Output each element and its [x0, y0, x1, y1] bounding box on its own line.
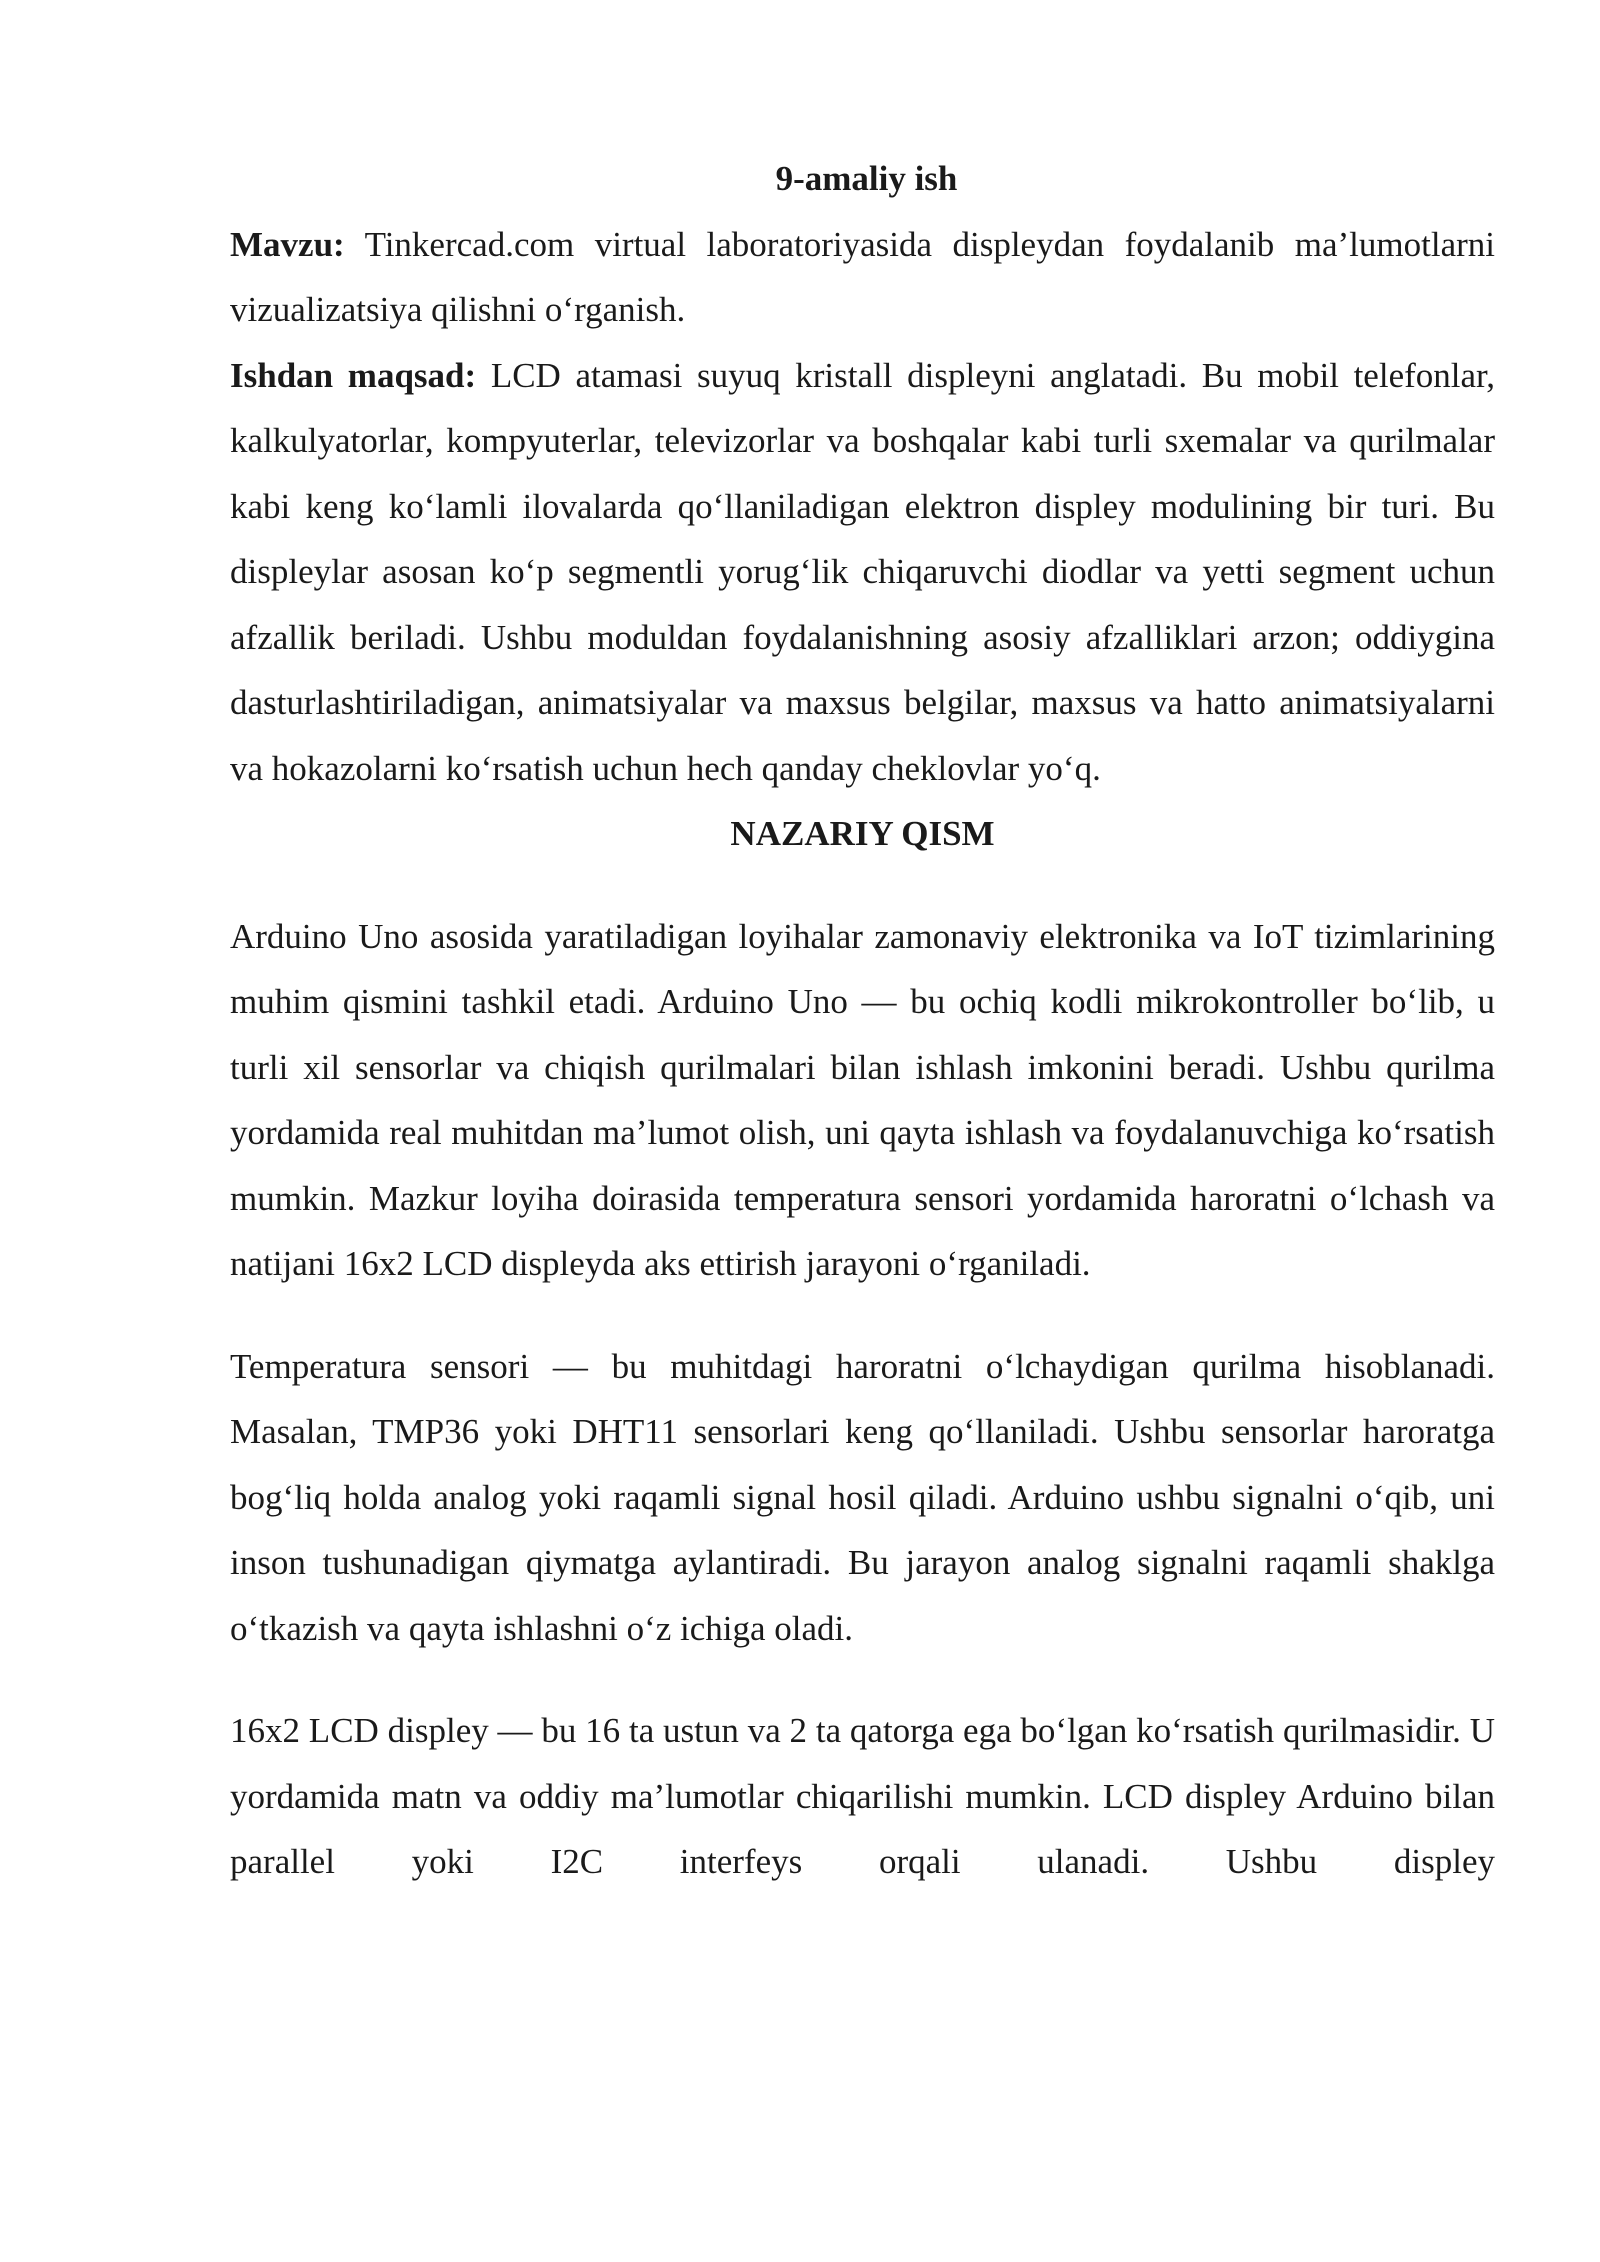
topic-paragraph — [230, 212, 1495, 343]
body-paragraph-lcd-display: 16x2 LCD displey — bu 16 ta ustun va 2 ta qatorga ega bo‘lgan ko‘rsatish qurilmasidir. U yordamida matn va oddiy ma’lumotlar chiqarilishi mumkin. LCD displey Arduino bilan parallel yoki I2C interfeys orqali ulanadi. Ushbu displey — [230, 1711, 1495, 1881]
section-heading: NAZARIY QISM — [730, 814, 995, 853]
goal-label: Ishdan maqsad: — [230, 355, 477, 395]
goal-paragraph — [230, 343, 1495, 802]
document-page — [230, 146, 1495, 1895]
body-paragraph-arduino: Arduino Uno asosida yaratiladigan loyihalar zamonaviy elektronika va IoT tizimlarining muhim qismini tashkil etadi. Arduino Uno — bu ochiq kodli mikrokontroller bo‘lib, u turli xil sensorlar va chiqish qurilmalari bilan ishlash imkonini beradi. Ushbu qurilma yordamida real muhitdan ma’lumot olish, uni qayta ishlash va foydalanuvchiga ko‘rsatish mumkin. Mazkur loyiha doirasida temperatura sensori yordamida haroratni o‘lchash va natijani 16x2 LCD displeyda aks ettirish jarayoni o‘rganiladi. — [230, 916, 1495, 1283]
document-title: 9-amaliy ish — [775, 159, 958, 198]
topic-text: Tinkercad.com virtual laboratoriyasida displeydan foydalanib ma’lumotlarni vizualizatsiya qilishni o‘rganish. — [230, 224, 1495, 329]
goal-text: LCD atamasi suyuq kristall displeyni anglatadi. Bu mobil telefonlar, kalkulyatorlar, kompyuterlar, televizorlar va boshqalar kabi turli sxemalar va qurilmalar kabi keng ko‘lamli ilovalarda qo‘llaniladigan elektron displey modulining bir turi. Bu displeylar asosan ko‘p segmentli yorug‘lik chiqaruvchi diodlar va yetti segment uchun afzallik beriladi. Ushbu moduldan foydalanishning asosiy afzalliklari arzon; oddiygina dasturlashtiriladigan, animatsiyalar va maxsus belgilar, maxsus va hatto animatsiyalarni va hokazolarni ko‘rsatish uchun hech qanday cheklovlar yo‘q. — [230, 355, 1496, 788]
body-paragraph-temperature-sensor: Temperatura sensori — bu muhitdagi haroratni o‘lchaydigan qurilma hisoblanadi. Masalan, TMP36 yoki DHT11 sensorlari keng qo‘llaniladi. Ushbu sensorlar haroratga bog‘liq holda analog yoki raqamli signal hosil qiladi. Arduino ushbu signalni o‘qib, uni inson tushunadigan qiymatga aylantiradi. Bu jarayon analog signalni raqamli shaklga o‘tkazish va qayta ishlashni o‘z ichiga oladi. — [230, 1346, 1495, 1648]
topic-label: Mavzu: — [230, 224, 345, 264]
